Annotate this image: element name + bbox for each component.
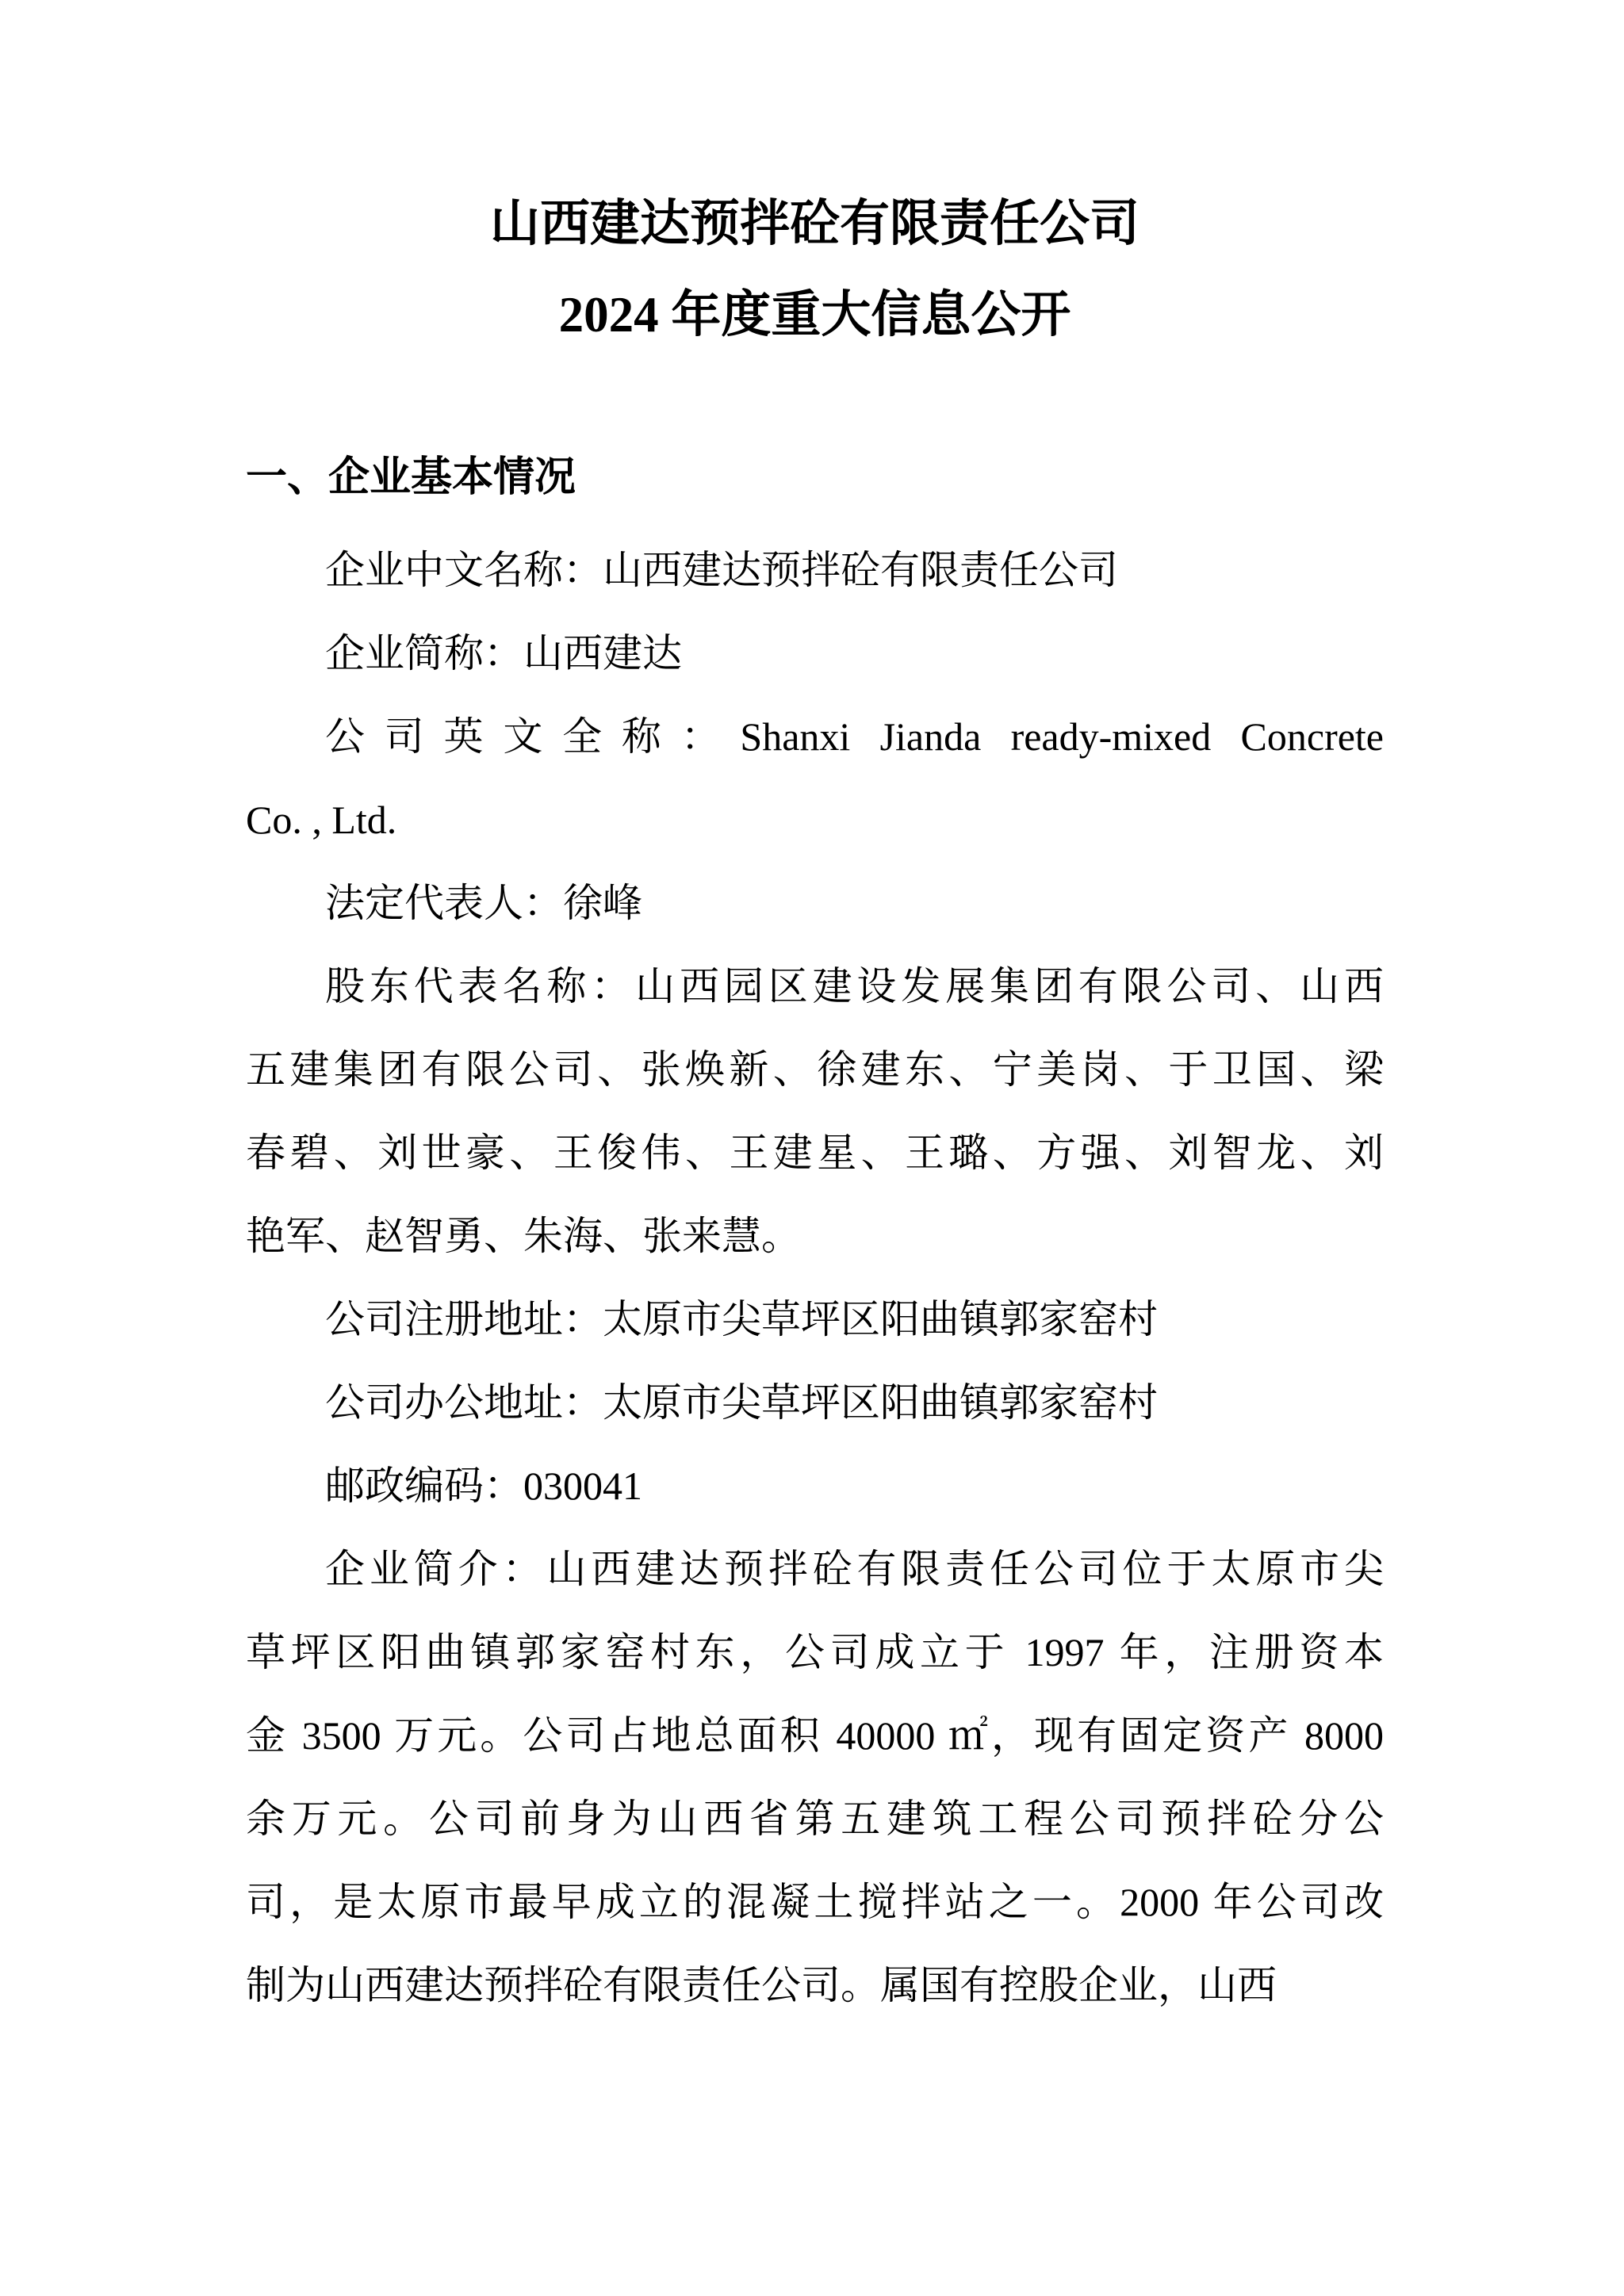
document-line: 司，是太原市最早成立的混凝土搅拌站之一。2000 年公司改 bbox=[246, 1880, 1384, 1924]
document-title-line-2: 2024 年度重大信息公开 bbox=[558, 287, 1071, 342]
document-line: 金 3500 万元。公司占地总面积 40000 ㎡，现有固定资产 8000 bbox=[246, 1713, 1384, 1758]
document-line: 制为山西建达预拌砼有限责任公司。属国有控股企业，山西 bbox=[246, 1963, 1277, 2007]
document-line: 企业简介：山西建达预拌砼有限责任公司位于太原市尖 bbox=[325, 1547, 1384, 1591]
section-heading: 一、企业基本情况 bbox=[246, 454, 576, 500]
document-line: 春碧、刘世豪、王俊伟、王建星、王璐、方强、刘智龙、刘 bbox=[246, 1131, 1384, 1175]
document-title bbox=[246, 178, 1384, 361]
document-line: 草坪区阳曲镇郭家窑村东，公司成立于 1997 年，注册资本 bbox=[246, 1630, 1384, 1674]
document-line: 法定代表人：徐峰 bbox=[325, 881, 642, 925]
document-line: 邮政编码：030041 bbox=[325, 1464, 642, 1508]
document-body bbox=[246, 529, 1384, 2027]
document-line: Co. , Ltd. bbox=[246, 798, 397, 842]
document-line: 艳军、赵智勇、朱海、张来慧。 bbox=[246, 1214, 801, 1258]
document-line: 企业中文名称：山西建达预拌砼有限责任公司 bbox=[325, 548, 1118, 592]
document-line: 余万元。公司前身为山西省第五建筑工程公司预拌砼分公 bbox=[246, 1797, 1384, 1841]
document-line: 公司注册地址：太原市尖草坪区阳曲镇郭家窑村 bbox=[325, 1297, 1158, 1341]
document-line: 五建集团有限公司、张焕新、徐建东、宁美岗、于卫国、梁 bbox=[246, 1047, 1384, 1092]
document-title-line-1: 山西建达预拌砼有限责任公司 bbox=[490, 196, 1139, 251]
document-line: 股东代表名称：山西园区建设发展集团有限公司、山西 bbox=[325, 964, 1384, 1008]
document-line: 企业简称：山西建达 bbox=[325, 631, 682, 675]
document-line: 公司英文全称：Shanxi Jianda ready-mixed Concrete bbox=[325, 714, 1384, 759]
document-line: 公司办公地址：太原市尖草坪区阳曲镇郭家窑村 bbox=[325, 1380, 1158, 1425]
